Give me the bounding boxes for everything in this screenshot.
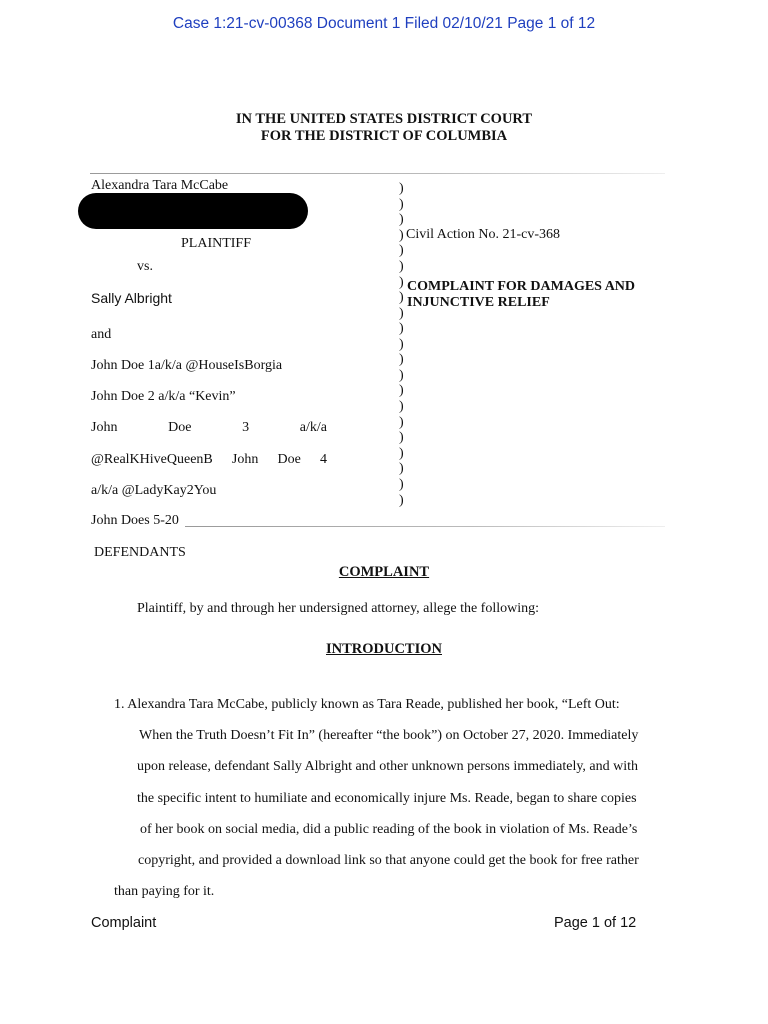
footer-page-number: Page 1 of 12: [554, 915, 637, 931]
introduction-heading: INTRODUCTION: [325, 641, 442, 657]
defendant-does-5-20: John Does 5-20: [91, 513, 179, 528]
defendant-doe-3-line: [91, 420, 327, 436]
case-stamp: Case 1:21-cv-00368 Document 1 Filed 02/10/21 Page 1 of 12: [172, 15, 596, 32]
caption-paren-column-top: ) ) ) ) ) ) ) ) ): [399, 181, 404, 321]
complaint-heading: COMPLAINT: [338, 564, 430, 580]
complaint-title-line2: INJUNCTIVE RELIEF: [407, 295, 550, 310]
doe3-handle: @RealKHiveQueenB: [91, 452, 213, 467]
redaction-bar: [78, 193, 308, 229]
defendant-doe-1: John Doe 1a/k/a @HouseIsBorgia: [91, 358, 283, 373]
caption-bottom-rule: [185, 526, 665, 527]
paragraph-1-line: the specific intent to humiliate and economically injure Ms. Reade, began to share copies: [137, 791, 637, 806]
court-title-line2: FOR THE DISTRICT OF COLUMBIA: [260, 128, 508, 144]
complaint-title-line1: COMPLAINT FOR DAMAGES AND: [407, 279, 636, 294]
defendants-label: DEFENDANTS: [94, 545, 186, 560]
paragraph-1-line: upon release, defendant Sally Albright and other unknown persons immediately, and with: [137, 759, 639, 774]
and-label: and: [91, 327, 112, 342]
civil-action-number: Civil Action No. 21-cv-368: [406, 227, 560, 242]
paragraph-1-line: When the Truth Doesn’t Fit In” (hereafter “the book”) on October 27, 2020. Immediately: [139, 728, 639, 743]
doe3-word: 3: [242, 420, 250, 435]
defendant-sally-albright: Sally Albright: [91, 290, 172, 306]
plaintiff-label: PLAINTIFF: [181, 236, 252, 251]
paragraph-1-line: of her book on social media, did a public reading of the book in violation of Ms. Reade’s: [140, 822, 638, 837]
intro-sentence: Plaintiff, by and through her undersigned attorney, allege the following:: [137, 601, 540, 616]
caption-paren-column-bottom: ) ) ) ) ) ) ) ) ) ) ) ): [399, 321, 404, 508]
paragraph-1-line: than paying for it.: [114, 884, 215, 899]
paragraph-1-line: 1. Alexandra Tara McCabe, publicly known as Tara Reade, published her book, “Left Out:: [114, 697, 620, 712]
defendant-doe-3-4-line: [91, 452, 327, 468]
defendant-doe-2: John Doe 2 a/k/a “Kevin”: [91, 389, 236, 404]
doe4-word: Doe: [277, 452, 301, 467]
doe3-word: Doe: [168, 420, 192, 435]
defendant-doe-4-aka: a/k/a @LadyKay2You: [91, 483, 217, 498]
plaintiff-name: Alexandra Tara McCabe: [91, 178, 229, 193]
versus-label: vs.: [137, 259, 153, 274]
doe4-word: 4: [320, 452, 327, 467]
court-title-line1: IN THE UNITED STATES DISTRICT COURT: [235, 111, 533, 127]
doe4-word: John: [231, 452, 259, 467]
footer-document-title: Complaint: [91, 915, 157, 931]
caption-top-rule: [90, 173, 665, 174]
doe3-word: John: [91, 420, 118, 435]
paragraph-1-line: copyright, and provided a download link so that anyone could get the book for free rather: [138, 853, 639, 868]
doe3-word: a/k/a: [299, 420, 327, 435]
